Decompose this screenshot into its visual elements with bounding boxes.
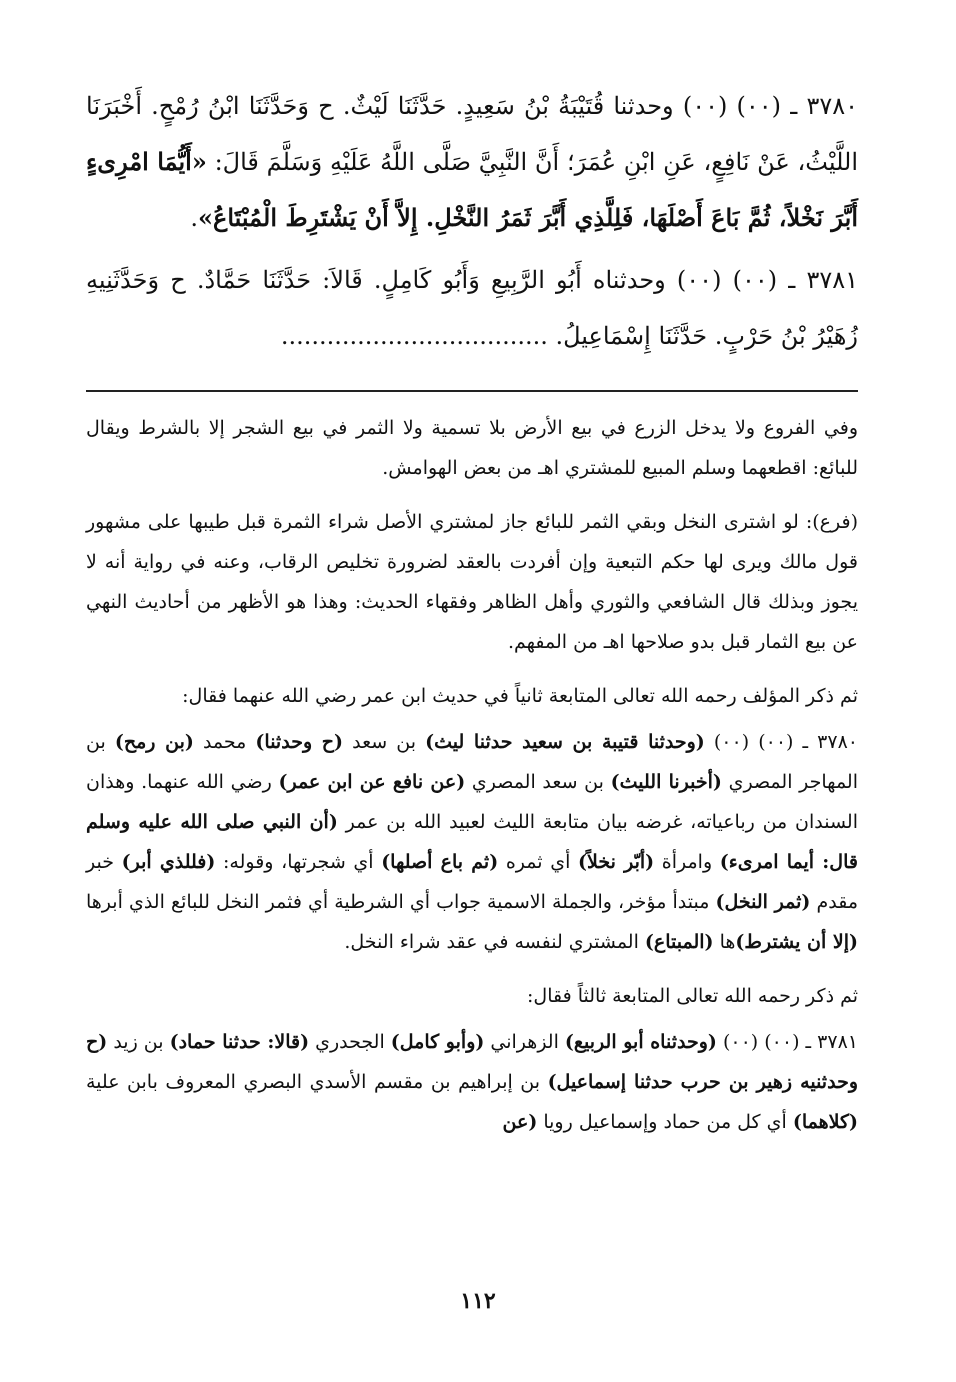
commentary-paragraph — [86, 676, 858, 716]
quoted-text-bold: (فللذي أبر) — [121, 851, 216, 873]
quoted-text-bold: (إلا أن يشترط) — [735, 931, 858, 953]
text-run: ٣٧٨١ ـ (٠٠) (٠٠) — [716, 1031, 858, 1053]
text-run: أي ثمره — [498, 851, 578, 873]
quoted-text-bold: (المبتاع) — [644, 931, 714, 953]
text-run: بن زيد — [107, 1031, 170, 1053]
quoted-text-bold: (عن نافع عن ابن عمر) — [278, 771, 466, 793]
quoted-text-bold: (بن رمح) — [114, 731, 194, 753]
text-run: ثم ذكر المؤلف رحمه الله تعالى المتابعة ثانياً في حديث ابن عمر رضي الله عنهما فقال: — [182, 685, 858, 707]
text-run: محمد — [193, 731, 256, 753]
quoted-text-bold: (وحدثناه أبو الربيع) — [564, 1031, 717, 1053]
quoted-text-bold: (ثمر النخل) — [715, 891, 811, 913]
text-run: . — [190, 204, 199, 232]
quoted-text-bold: (قالا: حدثنا حماد) — [169, 1031, 310, 1053]
quoted-text-bold: (أخبرنا الليث) — [610, 771, 722, 793]
text-run: ها — [713, 931, 736, 953]
text-run: (فرع): لو اشترى النخل وبقي الثمر للبائع جاز لمشتري الأصل شراء الثمرة قبل طيبها على مشهور قول مالك ويرى لها حكم التبعية وإن أفردت بالعقد لضرورة تخليص الرقاب، وعنه في رواية أنه لا يجوز وبذلك قال الشافعي والثوري وأهل الظاهر وفقهاء الحديث: وهذا هو الأظهر من أحاديث النهي عن بيع الثمار قبل بدو صلاحها اهـ من المفهم. — [86, 511, 858, 653]
quoted-text-bold: «أَيُّمَا امْرِىءٍ أَبَّرَ نَخْلاً، ثُمَّ بَاعَ أَصْلَهَا، فَلِلَّذِي أَبَّرَ ثَمَرُ النَّخْلِ. إِلاَّ أَنْ يَشْتَرِطَ الْمُبْتَاعُ» — [86, 147, 858, 232]
quoted-text-bold: (أبّر نخلاً) — [578, 851, 655, 873]
hadith-paragraph — [86, 252, 858, 364]
quoted-text-bold: (ح وحدثنيه زهير بن حرب حدثنا إسماعيل) — [86, 1031, 858, 1093]
text-run: ٣٧٨٠ ـ (٠٠) (٠٠) وحدثنا قُتَيْبَةُ بْنُ سَعِيدٍ. حَدَّثَنَا لَيْثٌ. ح وَحَدَّثَنَا ابْنُ رُمْحٍ. أَخْبَرَنَا اللَّيْثُ، عَنْ نَافِعٍ، عَنِ ابْنِ عُمَرَ؛ أَنَّ النَّبِيَّ صَلَّى اللَّهُ عَلَيْهِ وَسَلَّمَ قَالَ: — [86, 92, 859, 176]
hadith-paragraph — [86, 78, 858, 246]
text-run: ثم ذكر رحمه الله تعالى المتابعة ثالثاً فقال: — [527, 985, 858, 1007]
text-run: وامرأة — [654, 851, 720, 873]
text-run: بن المهاجر المصري — [86, 731, 858, 793]
ellipsis-dots: ................................... — [280, 322, 548, 350]
text-run: خبر مقدم — [86, 851, 858, 913]
text-run: بن إبراهيم بن مقسم الأسدي البصري المعروف بابن علية — [86, 1071, 548, 1093]
quoted-text-bold: (ثم باع أصلها) — [381, 851, 499, 873]
text-run: وفي الفروع ولا يدخل الزرع في بيع الأرض بلا تسمية ولا الثمر في بيع الشجر إلا بالشرط ويقال للبائع: اقطعهما وسلم المبيع للمشتري اهـ من بعض الهوامش. — [86, 417, 858, 479]
text-run: أي كل من حماد وإسماعيل رويا — [537, 1111, 793, 1133]
hadith-text-block — [86, 78, 858, 364]
commentary-paragraph — [86, 1022, 858, 1142]
text-run: رضي الله عنهما. وهذان السندان من رباعياته، غرضه بيان متابعة الليث لعبيد الله بن عمر — [86, 771, 858, 833]
quoted-text-bold: (وأبو كامل) — [390, 1031, 485, 1053]
commentary-block — [86, 408, 858, 1142]
text-run: الجحدري — [309, 1031, 391, 1053]
quoted-text-bold: (عن — [502, 1111, 538, 1133]
text-run: مبتدأ مؤخر، والجملة الاسمية جواب أي الشرطية أي فثمر النخل للبائع الذي أبرها — [86, 891, 716, 913]
quoted-text-bold: (ح وحدثنا) — [255, 731, 344, 753]
quoted-text-bold: (وحدثنا قتيبة بن سعيد حدثنا ليث) — [425, 731, 705, 753]
text-run: الزهراني — [484, 1031, 565, 1053]
footnote-separator-rule — [86, 390, 858, 392]
text-run: بن سعد المصري — [465, 771, 611, 793]
commentary-paragraph — [86, 408, 858, 488]
commentary-paragraph — [86, 722, 858, 962]
quoted-text-bold: (أن النبي صلى الله عليه وسلم قال: أيما امرىء) — [86, 811, 858, 873]
text-run: المشتري لنفسه في عقد شراء النخل. — [344, 931, 645, 953]
commentary-paragraph — [86, 502, 858, 662]
text-run: ٣٧٨١ ـ (٠٠) (٠٠) وحدثناه أَبُو الرَّبِيعِ وَأَبُو كَامِلٍ. قَالاَ: حَدَّثَنَا حَمَّادٌ. ح وَحَدَّثَنِيهِ زُهَيْرُ بْنُ حَرْبٍ. حَدَّثَنَا إِسْمَاعِيلُ. — [86, 266, 859, 350]
text-run: أي شجرتها، وقوله: — [215, 851, 382, 873]
text-run: ٣٧٨٠ ـ (٠٠) (٠٠) — [704, 731, 858, 753]
text-run: بن سعد — [343, 731, 426, 753]
page-number: ١١٢ — [460, 1288, 496, 1314]
commentary-paragraph — [86, 976, 858, 1016]
quoted-text-bold: (كلاهما) — [792, 1111, 858, 1133]
